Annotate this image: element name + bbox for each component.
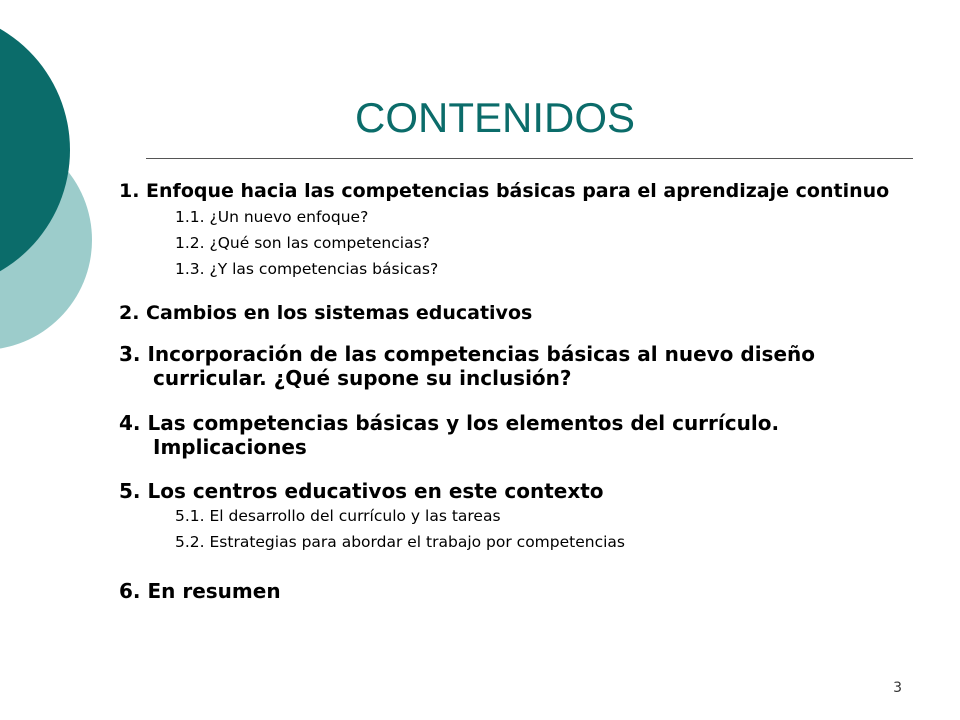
title-divider xyxy=(146,158,913,159)
subsection-1-2: 1.2. ¿Qué son las competencias? xyxy=(175,234,430,252)
subsection-5-2: 5.2. Estrategias para abordar el trabajo por competencias xyxy=(175,533,625,551)
section-6: 6. En resumen xyxy=(119,579,281,603)
subsection-1-1: 1.1. ¿Un nuevo enfoque? xyxy=(175,208,369,226)
section-3: 3. Incorporación de las competencias básicas al nuevo diseño curricular. ¿Qué supone su inclusión? xyxy=(119,342,816,390)
subsection-1-3: 1.3. ¿Y las competencias básicas? xyxy=(175,260,439,278)
subsection-5-1: 5.1. El desarrollo del currículo y las tareas xyxy=(175,507,501,525)
contents-list xyxy=(119,180,929,603)
section-1: 1. Enfoque hacia las competencias básicas para el aprendizaje continuo xyxy=(119,180,890,202)
decorative-circles xyxy=(0,0,120,400)
slide-title: CONTENIDOS xyxy=(354,94,635,141)
section-5: 5. Los centros educativos en este contexto xyxy=(119,479,604,503)
section-2: 2. Cambios en los sistemas educativos xyxy=(119,302,533,324)
section-4: 4. Las competencias básicas y los elementos del currículo. Implicaciones xyxy=(119,411,780,459)
slide-number: 3 xyxy=(893,680,902,696)
